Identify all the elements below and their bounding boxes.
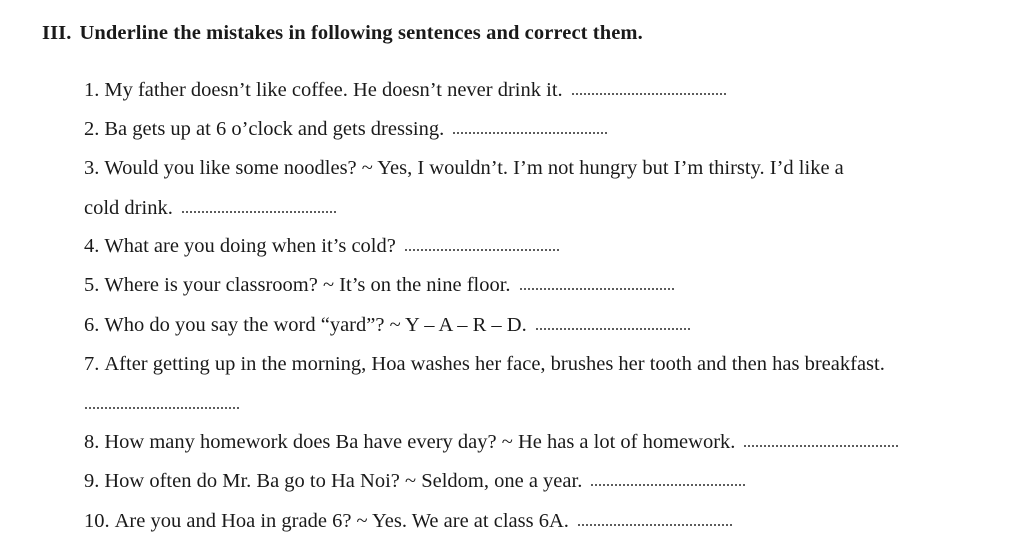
answer-blank[interactable] <box>452 131 608 135</box>
answer-blank[interactable] <box>181 210 337 214</box>
sentence-item-10 <box>84 509 733 533</box>
item-text: How many homework does Ba have every day? ~ He has a lot of homework. <box>104 431 736 453</box>
item-number: 7. <box>84 353 100 375</box>
answer-blank[interactable] <box>84 406 240 410</box>
answer-blank[interactable] <box>404 248 560 252</box>
sentence-item-4 <box>84 234 560 258</box>
item-number: 2. <box>84 118 100 140</box>
sentence-item-7-continued <box>84 392 240 416</box>
answer-blank[interactable] <box>571 92 727 96</box>
sentence-item-6 <box>84 313 691 337</box>
sentence-item-7 <box>84 352 885 376</box>
sentence-item-3 <box>84 156 844 180</box>
exercise-heading <box>42 22 643 45</box>
sentence-item-8 <box>84 430 899 454</box>
answer-blank[interactable] <box>577 523 733 527</box>
item-text: My father doesn’t like coffee. He doesn’t never drink it. <box>104 79 563 101</box>
answer-blank[interactable] <box>743 444 899 448</box>
item-text: Where is your classroom? ~ It’s on the nine floor. <box>104 274 511 296</box>
item-text: Would you like some noodles? ~ Yes, I wouldn’t. I’m not hungry but I’m thirsty. I’d like a <box>104 157 844 179</box>
item-text: Who do you say the word “yard”? ~ Y – A – R – D. <box>104 314 527 336</box>
answer-blank[interactable] <box>590 483 746 487</box>
item-number: 1. <box>84 79 100 101</box>
sentence-item-9 <box>84 469 746 493</box>
item-text: After getting up in the morning, Hoa washes her face, brushes her tooth and then has breakfast. <box>104 353 885 375</box>
sentence-item-2 <box>84 117 608 141</box>
item-number: 3. <box>84 157 100 179</box>
item-number: 10. <box>84 510 110 532</box>
sentence-item-3-continued <box>84 196 337 220</box>
item-text: How often do Mr. Ba go to Ha Noi? ~ Seldom, one a year. <box>104 470 583 492</box>
item-number: 5. <box>84 274 100 296</box>
item-number: 6. <box>84 314 100 336</box>
sentence-item-5 <box>84 273 675 297</box>
item-number: 9. <box>84 470 100 492</box>
answer-blank[interactable] <box>535 327 691 331</box>
item-text-continued: cold drink. <box>84 197 173 219</box>
item-text: Ba gets up at 6 o’clock and gets dressing. <box>104 118 445 140</box>
exercise-number: III. <box>42 22 72 44</box>
exercise-instruction: Underline the mistakes in following sentences and correct them. <box>79 22 643 44</box>
answer-blank[interactable] <box>519 287 675 291</box>
sentence-item-1 <box>84 78 727 102</box>
item-text: What are you doing when it’s cold? <box>104 235 396 257</box>
item-number: 4. <box>84 235 100 257</box>
item-number: 8. <box>84 431 100 453</box>
item-text: Are you and Hoa in grade 6? ~ Yes. We are at class 6A. <box>114 510 569 532</box>
